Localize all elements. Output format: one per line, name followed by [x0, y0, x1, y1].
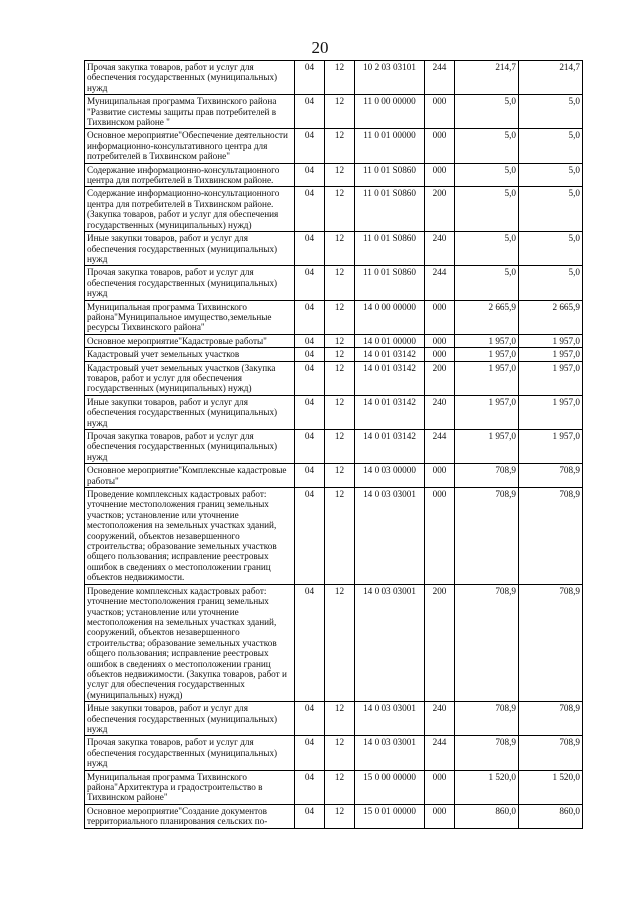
cell-name: Основное мероприятие"Создание документов территориального планирования сельских по- [85, 804, 295, 828]
cell-expense-type: 000 [425, 488, 455, 585]
cell-subsection: 12 [325, 348, 355, 361]
cell-subsection: 12 [325, 300, 355, 334]
cell-subsection: 12 [325, 187, 355, 232]
cell-section: 04 [295, 348, 325, 361]
budget-table-body [85, 61, 583, 829]
budget-table [84, 60, 583, 829]
cell-subsection: 12 [325, 361, 355, 395]
table-row [85, 348, 583, 361]
cell-amount-1: 708,9 [455, 464, 519, 488]
cell-subsection: 12 [325, 266, 355, 300]
cell-amount-2: 5,0 [519, 266, 583, 300]
cell-section: 04 [295, 266, 325, 300]
table-row [85, 361, 583, 395]
table-row [85, 232, 583, 266]
cell-amount-2: 5,0 [519, 232, 583, 266]
table-row [85, 804, 583, 828]
cell-amount-2: 1 957,0 [519, 334, 583, 347]
cell-expense-type: 200 [425, 584, 455, 701]
cell-name: Основное мероприятие"Обеспечение деятельности информационно-консультативного центра для потребителей в Тихвинском районе" [85, 129, 295, 163]
cell-section: 04 [295, 736, 325, 770]
cell-target-article: 14 0 01 03142 [355, 430, 425, 464]
table-row [85, 129, 583, 163]
cell-target-article: 11 0 00 00000 [355, 95, 425, 129]
cell-amount-1: 708,9 [455, 736, 519, 770]
table-row [85, 584, 583, 701]
table-row [85, 266, 583, 300]
cell-amount-1: 708,9 [455, 702, 519, 736]
cell-amount-2: 5,0 [519, 95, 583, 129]
table-row [85, 395, 583, 429]
cell-expense-type: 000 [425, 334, 455, 347]
cell-amount-1: 2 665,9 [455, 300, 519, 334]
cell-amount-1: 5,0 [455, 163, 519, 187]
cell-target-article: 14 0 01 03142 [355, 361, 425, 395]
cell-name: Основное мероприятие"Кадастровые работы" [85, 334, 295, 347]
page-number: 20 [311, 38, 329, 57]
cell-target-article: 14 0 01 00000 [355, 334, 425, 347]
cell-name: Содержание информационно-консультационного центра для потребителей в Тихвинском районе. (Закупка товаров, работ и услуг для обеспечения государственных (муниципальных) нужд) [85, 187, 295, 232]
cell-section: 04 [295, 232, 325, 266]
table-row [85, 95, 583, 129]
cell-expense-type: 000 [425, 163, 455, 187]
cell-subsection: 12 [325, 430, 355, 464]
cell-name: Иные закупки товаров, работ и услуг для обеспечения государственных (муниципальных) нужд [85, 395, 295, 429]
table-row [85, 488, 583, 585]
cell-name: Прочая закупка товаров, работ и услуг для обеспечения государственных (муниципальных) нужд [85, 430, 295, 464]
table-row [85, 334, 583, 347]
cell-expense-type: 000 [425, 129, 455, 163]
cell-target-article: 14 0 03 03001 [355, 702, 425, 736]
cell-amount-2: 708,9 [519, 464, 583, 488]
cell-amount-2: 5,0 [519, 163, 583, 187]
cell-subsection: 12 [325, 232, 355, 266]
cell-amount-2: 2 665,9 [519, 300, 583, 334]
cell-name: Муниципальная программа Тихвинского района"Архитектура и градостроительство в Тихвинском районе" [85, 770, 295, 804]
table-row [85, 163, 583, 187]
table-row [85, 464, 583, 488]
cell-name: Иные закупки товаров, работ и услуг для обеспечения государственных (муниципальных) нужд [85, 232, 295, 266]
cell-subsection: 12 [325, 334, 355, 347]
cell-subsection: 12 [325, 770, 355, 804]
cell-expense-type: 244 [425, 736, 455, 770]
cell-amount-1: 1 957,0 [455, 430, 519, 464]
cell-amount-2: 1 957,0 [519, 361, 583, 395]
cell-expense-type: 000 [425, 95, 455, 129]
cell-amount-1: 1 957,0 [455, 334, 519, 347]
cell-subsection: 12 [325, 464, 355, 488]
cell-name: Прочая закупка товаров, работ и услуг для обеспечения государственных (муниципальных) нужд [85, 266, 295, 300]
cell-name: Муниципальная программа Тихвинского района "Развитие системы защиты прав потребителей в Тихвинском районе " [85, 95, 295, 129]
cell-amount-2: 1 957,0 [519, 395, 583, 429]
cell-target-article: 14 0 03 03001 [355, 584, 425, 701]
table-row [85, 770, 583, 804]
cell-subsection: 12 [325, 129, 355, 163]
cell-amount-2: 860,0 [519, 804, 583, 828]
cell-name: Содержание информационно-консультационного центра для потребителей в Тихвинском районе. [85, 163, 295, 187]
cell-section: 04 [295, 584, 325, 701]
cell-subsection: 12 [325, 395, 355, 429]
cell-target-article: 14 0 03 00000 [355, 464, 425, 488]
cell-expense-type: 200 [425, 361, 455, 395]
cell-amount-1: 5,0 [455, 95, 519, 129]
cell-amount-1: 1 520,0 [455, 770, 519, 804]
cell-subsection: 12 [325, 736, 355, 770]
table-row [85, 430, 583, 464]
cell-expense-type: 240 [425, 395, 455, 429]
cell-target-article: 10 2 03 03101 [355, 61, 425, 95]
cell-target-article: 14 0 01 03142 [355, 395, 425, 429]
cell-expense-type: 000 [425, 348, 455, 361]
cell-name: Проведение комплексных кадастровых работ: уточнение местоположения границ земельных участков; установление или уточнение местоположения на земельных участках зданий, сооружений, объектов незавершенного строительства; образование земельных участков общего пользования; исправление реестровых ошибок в сведениях о местоположении границ объектов недвижимости. [85, 488, 295, 585]
cell-name: Муниципальная программа Тихвинского района"Муниципальное имущество,земельные ресурсы Тихвинского района" [85, 300, 295, 334]
cell-target-article: 14 0 00 00000 [355, 300, 425, 334]
cell-amount-1: 708,9 [455, 584, 519, 701]
cell-target-article: 11 0 01 00000 [355, 129, 425, 163]
cell-target-article: 14 0 03 03001 [355, 736, 425, 770]
cell-expense-type: 000 [425, 804, 455, 828]
cell-expense-type: 200 [425, 187, 455, 232]
cell-name: Проведение комплексных кадастровых работ: уточнение местоположения границ земельных участков; установление или уточнение местоположения на земельных участках зданий, сооружений, объектов незавершенного строительства; образование земельных участков общего пользования; исправление реестровых ошибок в сведениях о местоположении границ объектов недвижимости. (Закупка товаров, работ и услуг для обеспечения государственных (муниципальных) нужд) [85, 584, 295, 701]
table-row [85, 187, 583, 232]
cell-amount-2: 5,0 [519, 129, 583, 163]
cell-subsection: 12 [325, 163, 355, 187]
cell-section: 04 [295, 300, 325, 334]
cell-section: 04 [295, 464, 325, 488]
cell-name: Иные закупки товаров, работ и услуг для обеспечения государственных (муниципальных) нужд [85, 702, 295, 736]
cell-section: 04 [295, 61, 325, 95]
cell-amount-1: 5,0 [455, 187, 519, 232]
cell-target-article: 15 0 01 00000 [355, 804, 425, 828]
cell-amount-1: 1 957,0 [455, 361, 519, 395]
cell-section: 04 [295, 395, 325, 429]
table-row [85, 702, 583, 736]
cell-amount-2: 5,0 [519, 187, 583, 232]
cell-expense-type: 244 [425, 266, 455, 300]
cell-name: Основное мероприятие"Комплексные кадастровые работы" [85, 464, 295, 488]
cell-amount-1: 708,9 [455, 488, 519, 585]
cell-expense-type: 000 [425, 464, 455, 488]
cell-subsection: 12 [325, 584, 355, 701]
table-row [85, 61, 583, 95]
cell-expense-type: 244 [425, 61, 455, 95]
cell-amount-1: 1 957,0 [455, 348, 519, 361]
cell-name: Кадастровый учет земельных участков [85, 348, 295, 361]
cell-target-article: 14 0 03 03001 [355, 488, 425, 585]
cell-section: 04 [295, 488, 325, 585]
cell-amount-2: 1 520,0 [519, 770, 583, 804]
cell-expense-type: 240 [425, 702, 455, 736]
cell-amount-1: 5,0 [455, 129, 519, 163]
cell-expense-type: 000 [425, 300, 455, 334]
cell-section: 04 [295, 95, 325, 129]
cell-amount-1: 1 957,0 [455, 395, 519, 429]
cell-section: 04 [295, 702, 325, 736]
cell-subsection: 12 [325, 488, 355, 585]
cell-amount-2: 1 957,0 [519, 348, 583, 361]
cell-target-article: 11 0 01 S0860 [355, 266, 425, 300]
cell-section: 04 [295, 334, 325, 347]
cell-name: Прочая закупка товаров, работ и услуг для обеспечения государственных (муниципальных) нужд [85, 61, 295, 95]
cell-amount-2: 708,9 [519, 736, 583, 770]
cell-expense-type: 000 [425, 770, 455, 804]
cell-target-article: 11 0 01 S0860 [355, 163, 425, 187]
cell-target-article: 11 0 01 S0860 [355, 187, 425, 232]
cell-target-article: 11 0 01 S0860 [355, 232, 425, 266]
cell-amount-2: 708,9 [519, 584, 583, 701]
cell-amount-2: 1 957,0 [519, 430, 583, 464]
table-row [85, 736, 583, 770]
cell-name: Прочая закупка товаров, работ и услуг для обеспечения государственных (муниципальных) нужд [85, 736, 295, 770]
cell-section: 04 [295, 770, 325, 804]
cell-subsection: 12 [325, 95, 355, 129]
cell-name: Кадастровый учет земельных участков (Закупка товаров, работ и услуг для обеспечения государственных (муниципальных) нужд) [85, 361, 295, 395]
cell-subsection: 12 [325, 61, 355, 95]
cell-expense-type: 244 [425, 430, 455, 464]
cell-amount-2: 214,7 [519, 61, 583, 95]
cell-section: 04 [295, 430, 325, 464]
cell-subsection: 12 [325, 702, 355, 736]
cell-target-article: 14 0 01 03142 [355, 348, 425, 361]
cell-amount-1: 860,0 [455, 804, 519, 828]
cell-amount-2: 708,9 [519, 702, 583, 736]
cell-target-article: 15 0 00 00000 [355, 770, 425, 804]
cell-section: 04 [295, 361, 325, 395]
cell-section: 04 [295, 804, 325, 828]
cell-amount-2: 708,9 [519, 488, 583, 585]
table-row [85, 300, 583, 334]
cell-amount-1: 5,0 [455, 266, 519, 300]
cell-section: 04 [295, 187, 325, 232]
cell-expense-type: 240 [425, 232, 455, 266]
cell-amount-1: 214,7 [455, 61, 519, 95]
cell-section: 04 [295, 163, 325, 187]
cell-amount-1: 5,0 [455, 232, 519, 266]
cell-subsection: 12 [325, 804, 355, 828]
cell-section: 04 [295, 129, 325, 163]
